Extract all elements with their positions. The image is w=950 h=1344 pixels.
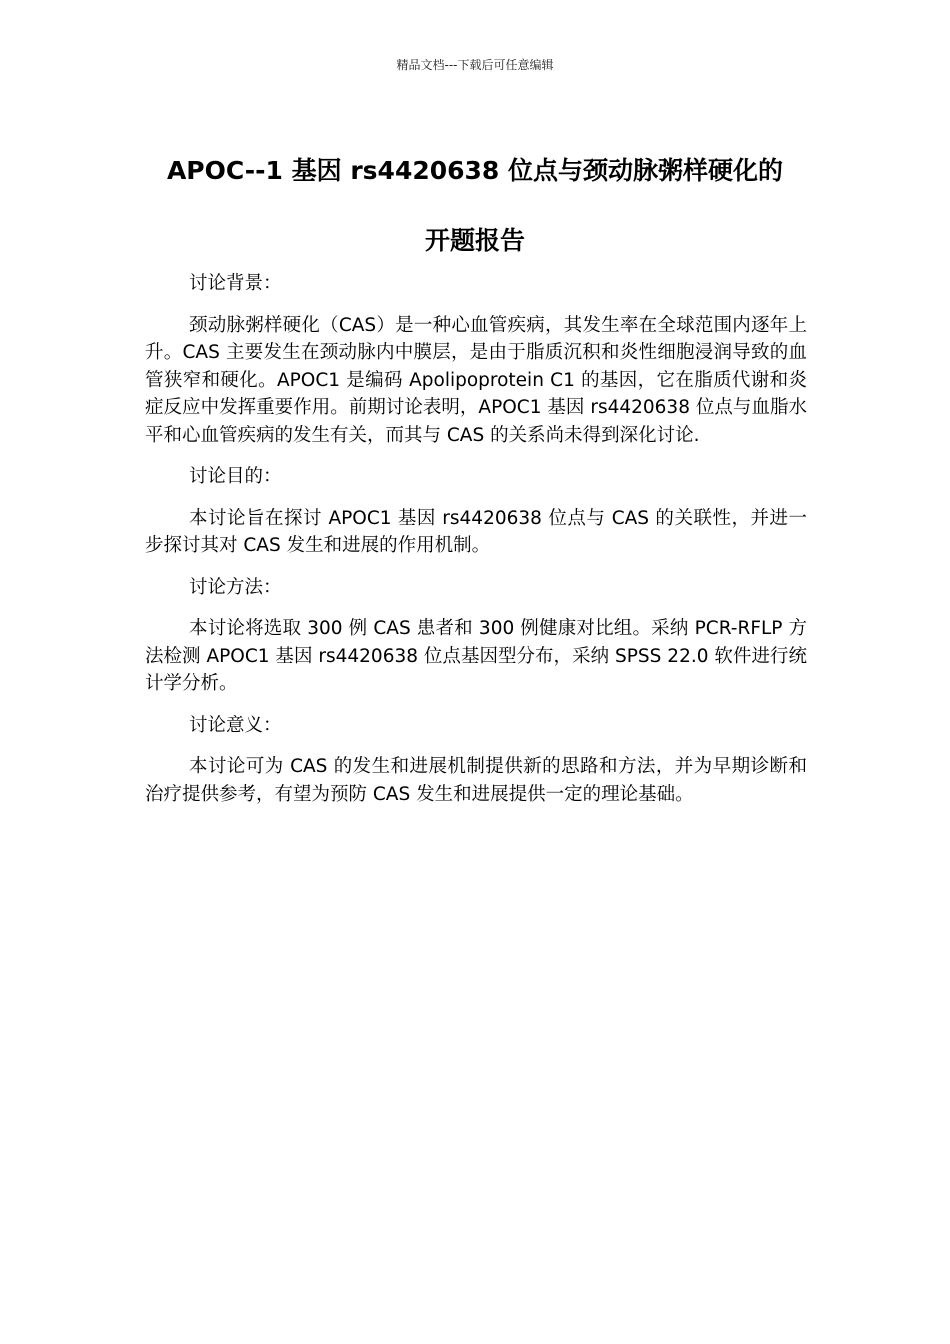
document-title	[145, 136, 805, 276]
section-heading-background: 讨论背景：	[189, 273, 282, 294]
section-heading-methods: 讨论方法：	[189, 576, 282, 598]
section-paragraph-significance: 本讨论可为 CAS 的发生和进展机制提供新的思路和方法，并为早期诊断和治疗提供参考，有望为预防 CAS 发生和进展提供一定的理论基础。	[145, 756, 807, 805]
header-note: 精品文档---下载后可任意编辑	[396, 58, 554, 72]
section-heading-significance: 讨论意义：	[189, 714, 282, 736]
section-paragraph-purpose: 本讨论旨在探讨 APOC1 基因 rs4420638 位点与 CAS 的关联性，并进一步探讨其对 CAS 发生和进展的作用机制。	[145, 507, 807, 556]
section-heading-purpose: 讨论目的：	[189, 466, 282, 487]
document-title-line-2: 开题报告	[424, 226, 525, 255]
section-paragraph-methods: 本讨论将选取 300 例 CAS 患者和 300 例健康对比组。采纳 PCR-RFLP 方法检测 APOC1 基因 rs4420638 位点基因型分布，采纳 SPSS 22.0 软件进行统计学分析。	[145, 618, 807, 694]
document-title-line-1: APOC--1 基因 rs4420638 位点与颈动脉粥样硬化的	[166, 156, 784, 185]
section-paragraph-background: 颈动脉粥样硬化（CAS）是一种心血管疾病，其发生率在全球范围内逐年上升。CAS 主要发生在颈动脉内中膜层，是由于脂质沉积和炎性细胞浸润导致的血管狭窄和硬化。APOC1 是编码 Apolipoprotein C1 的基因，它在脂质代谢和炎症反应中发挥重要作用。前期讨论表明，APOC1 基因 rs4420638 位点与血脂水平和心血管疾病的发生有关，而其与 CAS 的关系尚未得到深化讨论.	[145, 314, 807, 446]
document-body	[145, 270, 807, 808]
